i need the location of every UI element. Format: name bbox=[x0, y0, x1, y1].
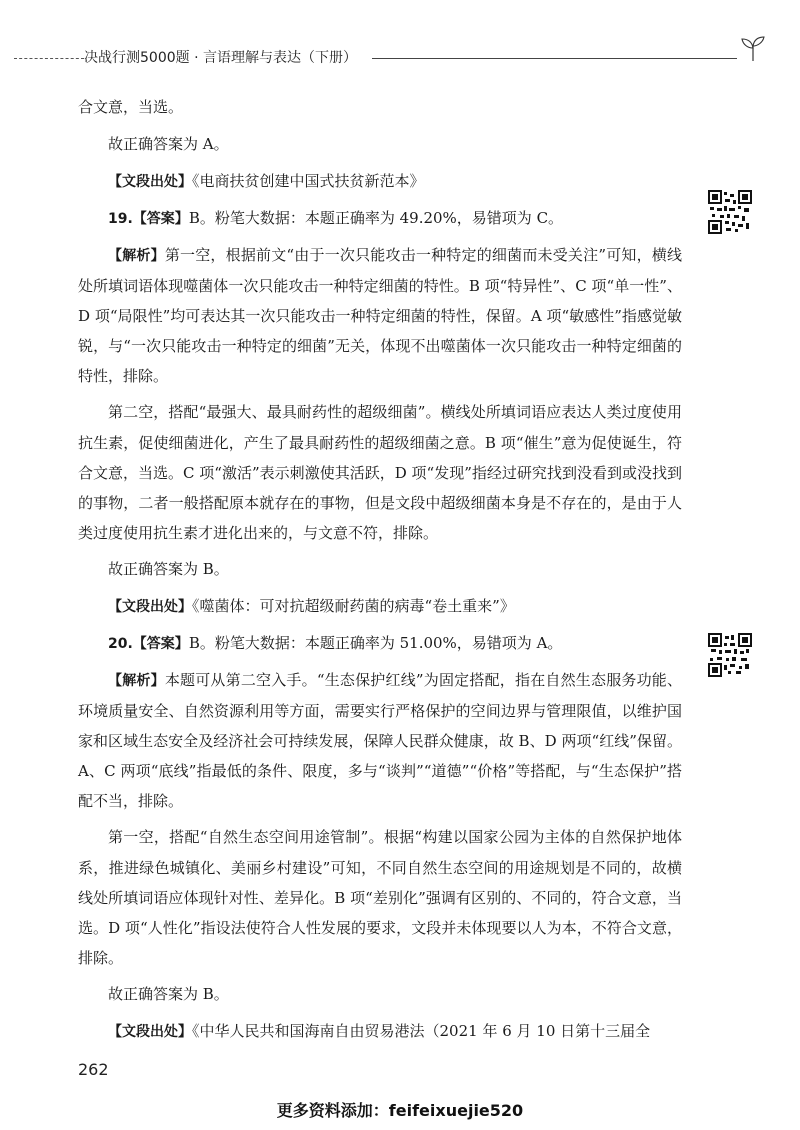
para-7-source: 【文段出处】《噬菌体：可对抗超级耐药菌的病毒“卷土重来”》 bbox=[108, 597, 515, 615]
para-4-analysis-19: 【解析】第一空，根据前文“由于一次只能攻击一种特定的细菌而未受关注”可知，横线处所填词语体现噬菌体一次只能攻击一种特定细菌的特性。B 项“特异性”、C 项“单一性”、D 项“局限性”均可表达其一次只能攻击一种特定细菌的特性，保留。A 项“敏感性”指感觉敏锐，与“一次只能攻击一种特定的细菌”无关，体现不出噬菌体一次只能攻击一种特定细菌的特性，排除。 bbox=[78, 246, 683, 385]
page-number: 262 bbox=[78, 1060, 109, 1079]
para-2-source: 【文段出处】《电商扶贫创建中国式扶贫新范本》 bbox=[108, 172, 425, 190]
para-1: 故正确答案为 A。 bbox=[108, 135, 229, 153]
sprout-icon bbox=[738, 36, 768, 62]
running-header bbox=[0, 44, 800, 72]
para-11: 故正确答案为 B。 bbox=[108, 985, 229, 1003]
header-dashed-rule bbox=[14, 58, 84, 59]
header-title: 决战行测5000题 · 言语理解与表达（下册） bbox=[84, 50, 357, 66]
para-9-analysis-20: 【解析】本题可从第二空入手。“生态保护红线”为固定搭配，指在自然生态服务功能、环境质量安全、自然资源利用等方面，需要实行严格保护的空间边界与管理限值，以维护国家和区域生态安全及经济社会可持续发展，保障人民群众健康，故 B、D 两项“红线”保留。A、C 两项“底线”指最低的条件、限度，多与“谈判”“道德”“价格”等搭配，与“生态保护”搭配不当，排除。 bbox=[78, 671, 683, 810]
footer-note: 更多资料添加：feifeixuejie520 bbox=[276, 1101, 524, 1120]
body-text bbox=[78, 92, 682, 1047]
qr-code-icon[interactable] bbox=[708, 633, 752, 677]
para-3-answer-19: 19.【答案】B。粉笔大数据：本题正确率为 49.20%，易错项为 C。 bbox=[108, 209, 564, 227]
para-12-source: 【文段出处】《中华人民共和国海南自由贸易港法（2021 年 6 月 10 日第十三届全 bbox=[108, 1022, 651, 1040]
para-10: 第一空，搭配“自然生态空间用途管制”。根据“构建以国家公园为主体的自然保护地体系，推进绿色城镇化、美丽乡村建设”可知，不同自然生态空间的用途规划是不同的，故横线处所填词语应体现针对性、差异化。B 项“差别化”强调有区别的、不同的，符合文意，当选。D 项“人性化”指设法使符合人性发展的要求，文段并未体现要以人为本，不符合文意，排除。 bbox=[78, 828, 682, 967]
para-8-answer-20: 20.【答案】B。粉笔大数据：本题正确率为 51.00%，易错项为 A。 bbox=[108, 634, 563, 652]
qr-code-icon[interactable] bbox=[708, 190, 752, 234]
para-6: 故正确答案为 B。 bbox=[108, 560, 229, 578]
header-rule bbox=[372, 58, 737, 59]
para-5: 第二空，搭配“最强大、最具耐药性的超级细菌”。横线处所填词语应表达人类过度使用抗生素，促使细菌进化，产生了最具耐药性的超级细菌之意。B 项“催生”意为促使诞生，符合文意，当选。C 项“激活”表示刺激使其活跃，D 项“发现”指经过研究找到没看到或没找到的事物，二者一般搭配原本就存在的事物，但是文段中超级细菌本身是不存在的，是由于人类过度使用抗生素才进化出来的，与文意不符，排除。 bbox=[78, 403, 682, 542]
para-0: 合文意，当选。 bbox=[78, 98, 184, 116]
